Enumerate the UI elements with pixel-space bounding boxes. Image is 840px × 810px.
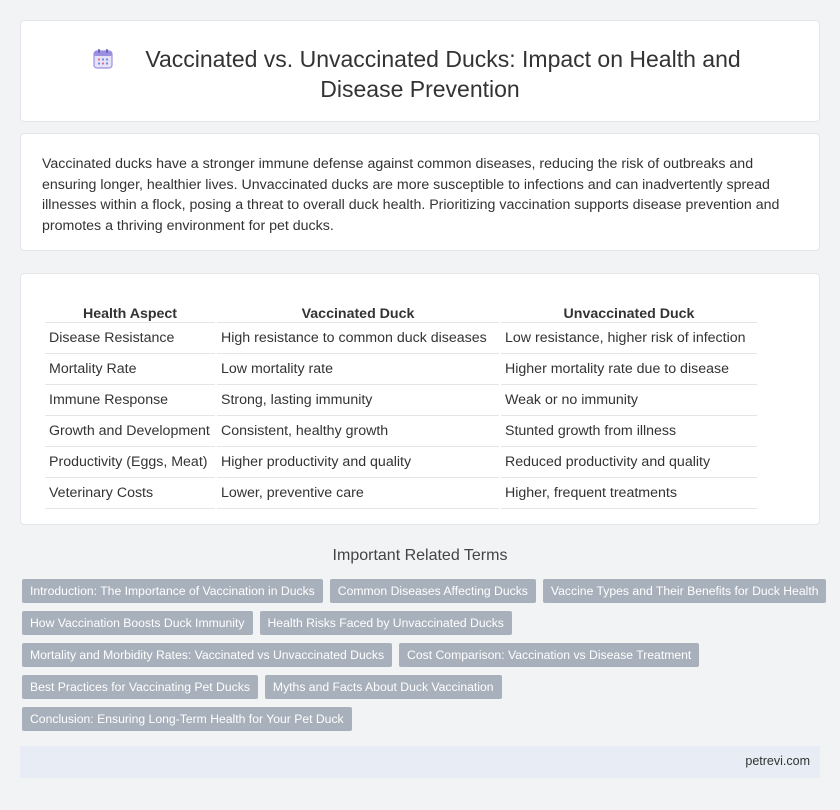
- table-row: [45, 478, 757, 509]
- related-term-tag[interactable]: Cost Comparison: Vaccination vs Disease Treatment: [399, 643, 699, 667]
- table-cell: Consistent, healthy growth: [217, 416, 499, 447]
- related-term-tag[interactable]: How Vaccination Boosts Duck Immunity: [22, 611, 253, 635]
- related-term-tag[interactable]: Vaccine Types and Their Benefits for Duck Health: [543, 579, 827, 603]
- footer-site[interactable]: petrevi.com: [745, 754, 810, 768]
- table-cell: Mortality Rate: [45, 354, 215, 385]
- table-row: [45, 354, 757, 385]
- related-term-tag[interactable]: Conclusion: Ensuring Long-Term Health for Your Pet Duck: [22, 707, 352, 731]
- page-title: Vaccinated vs. Unvaccinated Ducks: Impact on Health and Disease Prevention: [145, 46, 741, 102]
- table-cell: Higher, frequent treatments: [501, 478, 757, 509]
- related-term-tag[interactable]: Mortality and Morbidity Rates: Vaccinated vs Unvaccinated Ducks: [22, 643, 392, 667]
- table-cell: Productivity (Eggs, Meat): [45, 447, 215, 478]
- table-cell: Weak or no immunity: [501, 385, 757, 416]
- related-terms-list: [22, 579, 822, 739]
- tag-row: [22, 611, 822, 635]
- table-cell: Low mortality rate: [217, 354, 499, 385]
- table-cell: Immune Response: [45, 385, 215, 416]
- table-cell: Reduced productivity and quality: [501, 447, 757, 478]
- table-cell: Growth and Development: [45, 416, 215, 447]
- table-cell: Lower, preventive care: [217, 478, 499, 509]
- table-header-row: [45, 294, 757, 323]
- table-cell: Stunted growth from illness: [501, 416, 757, 447]
- comparison-table-card: [20, 273, 820, 525]
- comparison-table: [43, 294, 759, 509]
- table-row: [45, 323, 757, 354]
- column-header: Health Aspect: [45, 294, 215, 323]
- table-row: [45, 385, 757, 416]
- tag-row: [22, 643, 822, 667]
- related-term-tag[interactable]: Introduction: The Importance of Vaccination in Ducks: [22, 579, 323, 603]
- column-header: Unvaccinated Duck: [501, 294, 757, 323]
- related-terms-title: Important Related Terms: [332, 547, 508, 564]
- related-term-tag[interactable]: Best Practices for Vaccinating Pet Ducks: [22, 675, 258, 699]
- table-row: [45, 416, 757, 447]
- table-cell: Veterinary Costs: [45, 478, 215, 509]
- table-cell: High resistance to common duck diseases: [217, 323, 499, 354]
- header-card: [20, 20, 820, 122]
- table-cell: Higher productivity and quality: [217, 447, 499, 478]
- tag-row: [22, 675, 822, 699]
- table-cell: Strong, lasting immunity: [217, 385, 499, 416]
- related-term-tag[interactable]: Myths and Facts About Duck Vaccination: [265, 675, 502, 699]
- tag-row: [22, 707, 822, 731]
- table-cell: Disease Resistance: [45, 323, 215, 354]
- table-cell: Higher mortality rate due to disease: [501, 354, 757, 385]
- related-term-tag[interactable]: Health Risks Faced by Unvaccinated Ducks: [260, 611, 512, 635]
- tag-row: [22, 579, 822, 603]
- table-row: [45, 447, 757, 478]
- summary-card: [20, 133, 820, 251]
- summary-text: Vaccinated ducks have a stronger immune defense against common diseases, reducing the risk of outbreaks and ensuring longer, healthier lives. Unvaccinated ducks are more susceptible to infections and can inadvertently spread illnesses within a flock, posing a threat to overall duck health. Prioritizing vaccination supports disease prevention and promotes a thriving environment for pet ducks.: [42, 156, 780, 234]
- column-header: Vaccinated Duck: [217, 294, 499, 323]
- footer: [20, 746, 820, 778]
- table-cell: Low resistance, higher risk of infection: [501, 323, 757, 354]
- related-term-tag[interactable]: Common Diseases Affecting Ducks: [330, 579, 536, 603]
